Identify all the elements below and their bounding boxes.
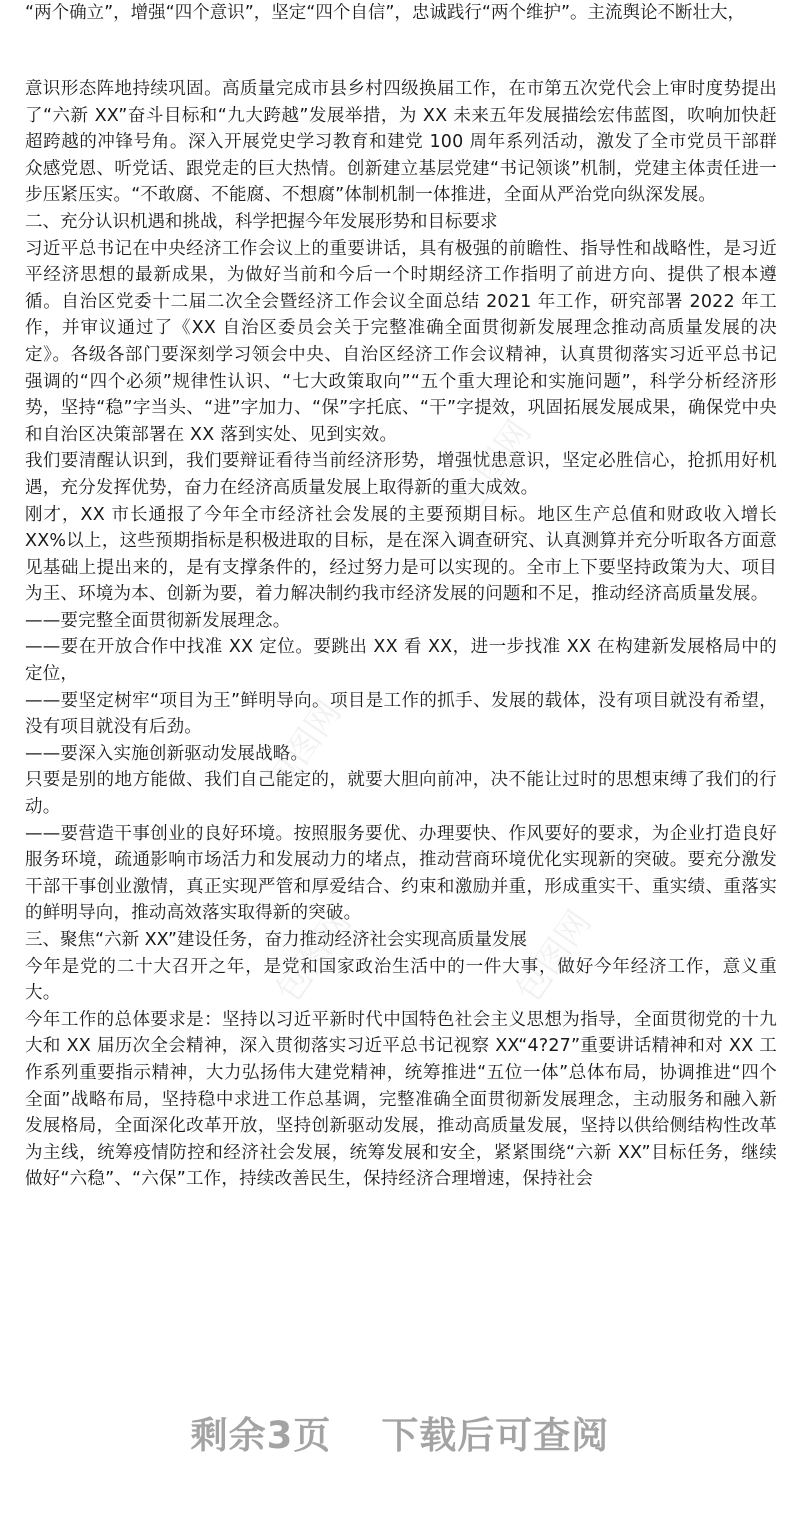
paragraph: 今年是党的二十大召开之年，是党和国家政治生活中的一件大事，做好今年经济工作，意义重大。 [25, 956, 777, 1004]
watermark: 包图网 [268, 903, 360, 1010]
paragraph: 只要是别的地方能做、我们自己能定的，就要大胆向前冲，决不能让过时的思想束缚了我们的行动。 [25, 770, 777, 818]
bullet-item: ——要深入实施创新驱动发展战略。 [25, 743, 309, 764]
watermark: 包图网 [508, 903, 600, 1010]
section-heading-2: 二、充分认识机遇和挑战，科学把握今年发展形势和目标要求 [25, 211, 498, 232]
paragraph: 今年工作的总体要求是：坚持以习近平新时代中国特色社会主义思想为指导，全面贯彻党的十九大和 XX 届历次全会精神，深入贯彻落实习近平总书记视察 XX“4?27”重要讲话精神和对 XX 工作系列重要指示精神，大力弘扬伟大建党精神，统筹推进“五位一体”总体布局，协调推进“四个全面”战略布局，坚持稳中求进工作总基调，完整准确全面贯彻新发展理念，主动服务和融入新发展格局，全面深化改革开放，坚持创新驱动发展，推动高质量发展，坚持以供给侧结构性改革为主线，统筹疫情防控和经济社会发展，统筹发展和安全，紧紧围绕“六新 XX”目标任务，继续做好“六稳”、“六保”工作，持续改善民生，保持经济合理增速，保持社会 [25, 1009, 777, 1190]
bullet-item: ——要营造干事创业的良好环境。按照服务要优、办理要快、作风要好的要求，为企业打造良好服务环境，疏通影响市场活力和发展动力的堵点，推动营商环境优化实现新的突破。要充分激发干部干事创业激情，真正实现严管和厚爱结合、约束和激励并重，形成重实干、重实绩、重落实的鲜明导向，推动高效落实取得新的突破。 [25, 823, 777, 924]
watermark: 包图网 [258, 693, 350, 800]
download-hint-label: 下载后可查阅 [381, 1414, 610, 1457]
paragraph: 刚才，XX 市长通报了今年全市经济社会发展的主要预期目标。地区生产总值和财政收入增长 XX%以上，这些预期指标是积极进取的目标，是在深入调查研究、认真测算并充分听取各方面意见基础上提出来的，是有支撑条件的，经过努力是可以实现的。全市上下要坚持政策为大、项目为王、环境为本、创新为要，着力解决制约我市经济发展的问题和不足，推动经济高质量发展。 [25, 504, 777, 605]
remaining-pages-label: 剩余3页 [190, 1414, 332, 1457]
paragraph: 意识形态阵地持续巩固。高质量完成市县乡村四级换届工作，在市第五次党代会上审时度势提出了“六新 XX”奋斗目标和“九大跨越”发展举措，为 XX 未来五年发展描绘宏伟蓝图，吹响加快赶超跨越的冲锋号角。深入开展党史学习教育和建党 100 周年系列活动，激发了全市党员干部群众感党恩、听党话、跟党走的巨大热情。创新建立基层党建“书记领谈”机制，党建主体责任进一步压紧压实。“不敢腐、不能腐、不想腐”体制机制一体推进，全面从严治党向纵深发展。 [25, 79, 777, 206]
watermark: 包图网 [448, 413, 540, 520]
previous-page-fragment: “两个确立”，增强“四个意识”，坚定“四个自信”，忠诚践行“两个维护”。主流舆论不断壮大， [25, 3, 746, 23]
section-heading-3: 三、聚焦“六新 XX”建设任务，奋力推动经济社会实现高质量发展 [25, 930, 527, 950]
paragraph: 习近平总书记在中央经济工作会议上的重要讲话，具有极强的前瞻性、指导性和战略性，是习近平经济思想的最新成果，为做好当前和今后一个时期经济工作指明了前进方向、提供了根本遵循。自治区党委十二届二次全会暨经济工作会议全面总结 2021 年工作，研究部署 2022 年工作，并审议通过了《XX 自治区委员会关于完整准确全面贯彻新发展理念推动高质量发展的决定》。各级各部门要深刻学习领会中央、自治区经济工作会议精神，认真贯彻落实习近平总书记强调的“四个必须”规律性认识、“七大政策取向”“五个重大理论和实施问题”，科学分析经济形势，坚持“稳”字当头、“进”字加力、“保”字托底、“干”字提效，巩固拓展发展成果，确保党中央和自治区决策部署在 XX 落到实处、见到实效。 [25, 238, 777, 445]
bullet-item: ——要完整全面贯彻新发展理念。 [25, 610, 291, 631]
bullet-item: ——要坚定树牢“项目为王”鲜明导向。项目是工作的抓手、发展的载体，没有项目就没有希望，没有项目就没有后劲。 [25, 690, 777, 738]
document-body [25, 76, 777, 1193]
download-banner[interactable] [0, 1405, 800, 1459]
bullet-item: ——要在开放合作中找准 XX 定位。要跳出 XX 看 XX，进一步找准 XX 在构建新发展格局中的定位， [25, 637, 777, 685]
paragraph: 我们要清醒认识到，我们要辩证看待当前经济形势，增强忧患意识，坚定必胜信心，抢抓用好机遇，充分发挥优势，奋力在经济高质量发展上取得新的重大成效。 [25, 451, 777, 498]
